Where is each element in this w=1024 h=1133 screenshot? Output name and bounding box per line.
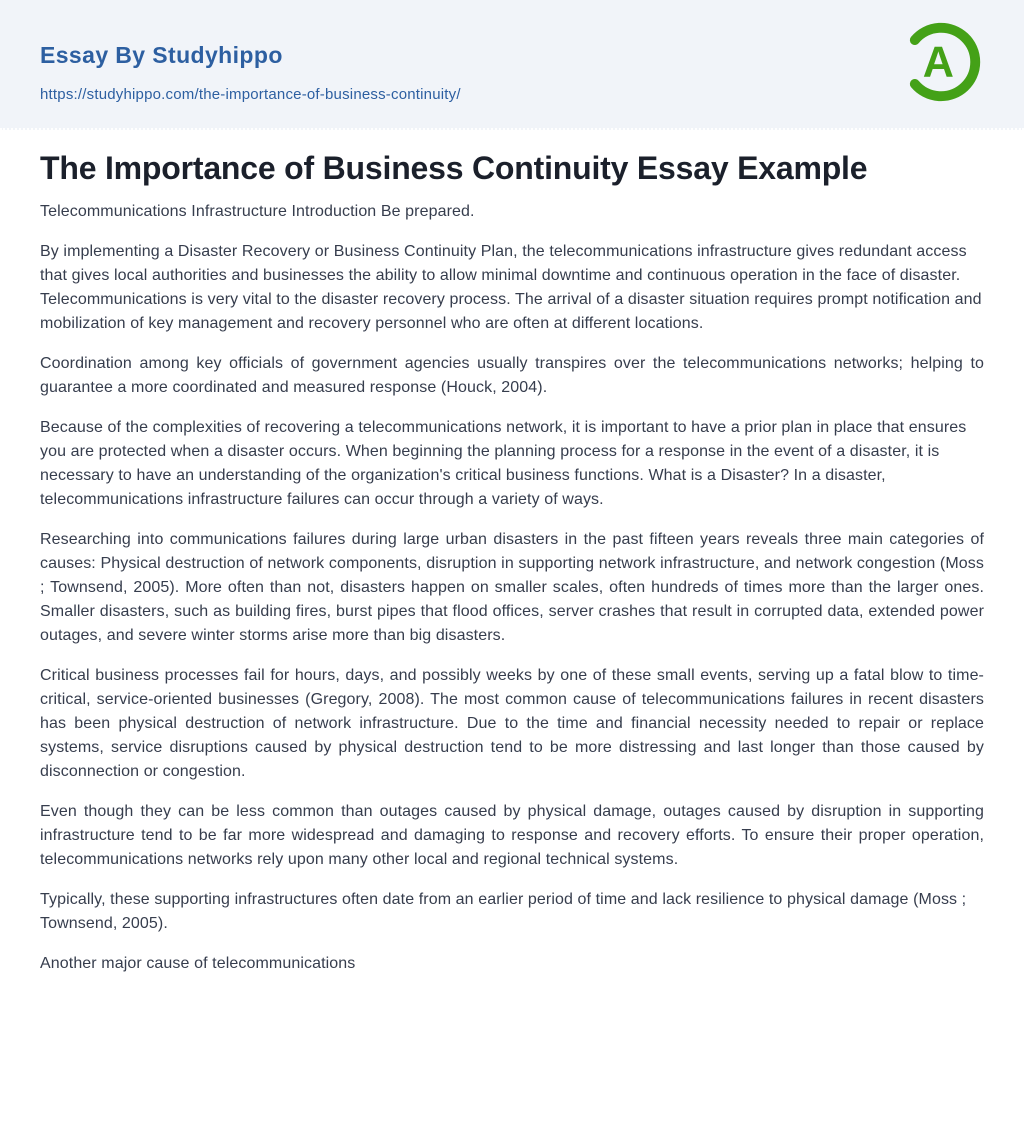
essay-paragraph: Typically, these supporting infrastructures often date from an earlier period of time and lack resilience to physical damage (Moss ; Townsend, 2005).	[40, 890, 967, 932]
essay-paragraph: By implementing a Disaster Recovery or Business Continuity Plan, the telecommunications infrastructure gives redundant access that gives local authorities and businesses the ability to allow minimal downtime and continuous operation in the face of disaster. Telecommunications is very vital to the disaster recovery process. The arrival of a disaster situation requires prompt notification and mobilization of key management and recovery personnel who are often at different locations.	[40, 242, 982, 332]
site-title: Essay By Studyhippo	[40, 42, 283, 68]
essay-paragraph: Researching into communications failures during large urban disasters in the past fifteen years reveals three main categories of causes: Physical destruction of network components, disruption in supporting network infrastructure, and network congestion (Moss ; Townsend, 2005). More often than not, disasters happen on smaller scales, often hundreds of times more than the larger ones. Smaller disasters, such as building fires, burst pipes that flood offices, server crashes that result in corrupted data, extended power outages, and severe winter storms arise more than big disasters.	[40, 530, 984, 644]
essay-paragraph: Telecommunications Infrastructure Introduction Be prepared.	[40, 202, 475, 220]
studyhippo-logo-icon	[896, 17, 986, 107]
page-header	[0, 0, 1024, 130]
essay-paragraph: Another major cause of telecommunications	[40, 954, 356, 972]
essay-paragraph: Critical business processes fail for hours, days, and possibly weeks by one of these small events, serving up a fatal blow to time-critical, service-oriented businesses (Gregory, 2008). The most common cause of telecommunications failures in recent disasters has been physical destruction of network infrastructure. Due to the time and financial necessity needed to repair or replace systems, service disruptions caused by physical destruction tend to be more distressing and last longer than those caused by disconnection or congestion.	[40, 666, 984, 780]
essay-paragraphs	[40, 200, 984, 976]
essay-paragraph: Even though they can be less common than outages caused by physical damage, outages caused by disruption in supporting infrastructure tend to be far more widespread and damaging to response and recovery efforts. To ensure their proper operation, telecommunications networks rely upon many other local and regional technical systems.	[40, 802, 984, 868]
essay-paragraph: Because of the complexities of recovering a telecommunications network, it is important to have a prior plan in place that ensures you are protected when a disaster occurs. When beginning the planning process for a response in the event of a disaster, it is necessary to have an understanding of the organization's critical business functions. What is a Disaster? In a disaster, telecommunications infrastructure failures can occur through a variety of ways.	[40, 418, 967, 508]
essay-paragraph: Coordination among key officials of government agencies usually transpires over the telecommunications networks; helping to guarantee a more coordinated and measured response (Houck, 2004).	[40, 354, 984, 396]
essay-title: The Importance of Business Continuity Essay Example	[40, 150, 868, 186]
page-url-link[interactable]: https://studyhippo.com/the-importance-of-business-continuity/	[40, 86, 461, 103]
logo-letter: A	[922, 38, 954, 87]
essay-body	[0, 148, 1024, 976]
